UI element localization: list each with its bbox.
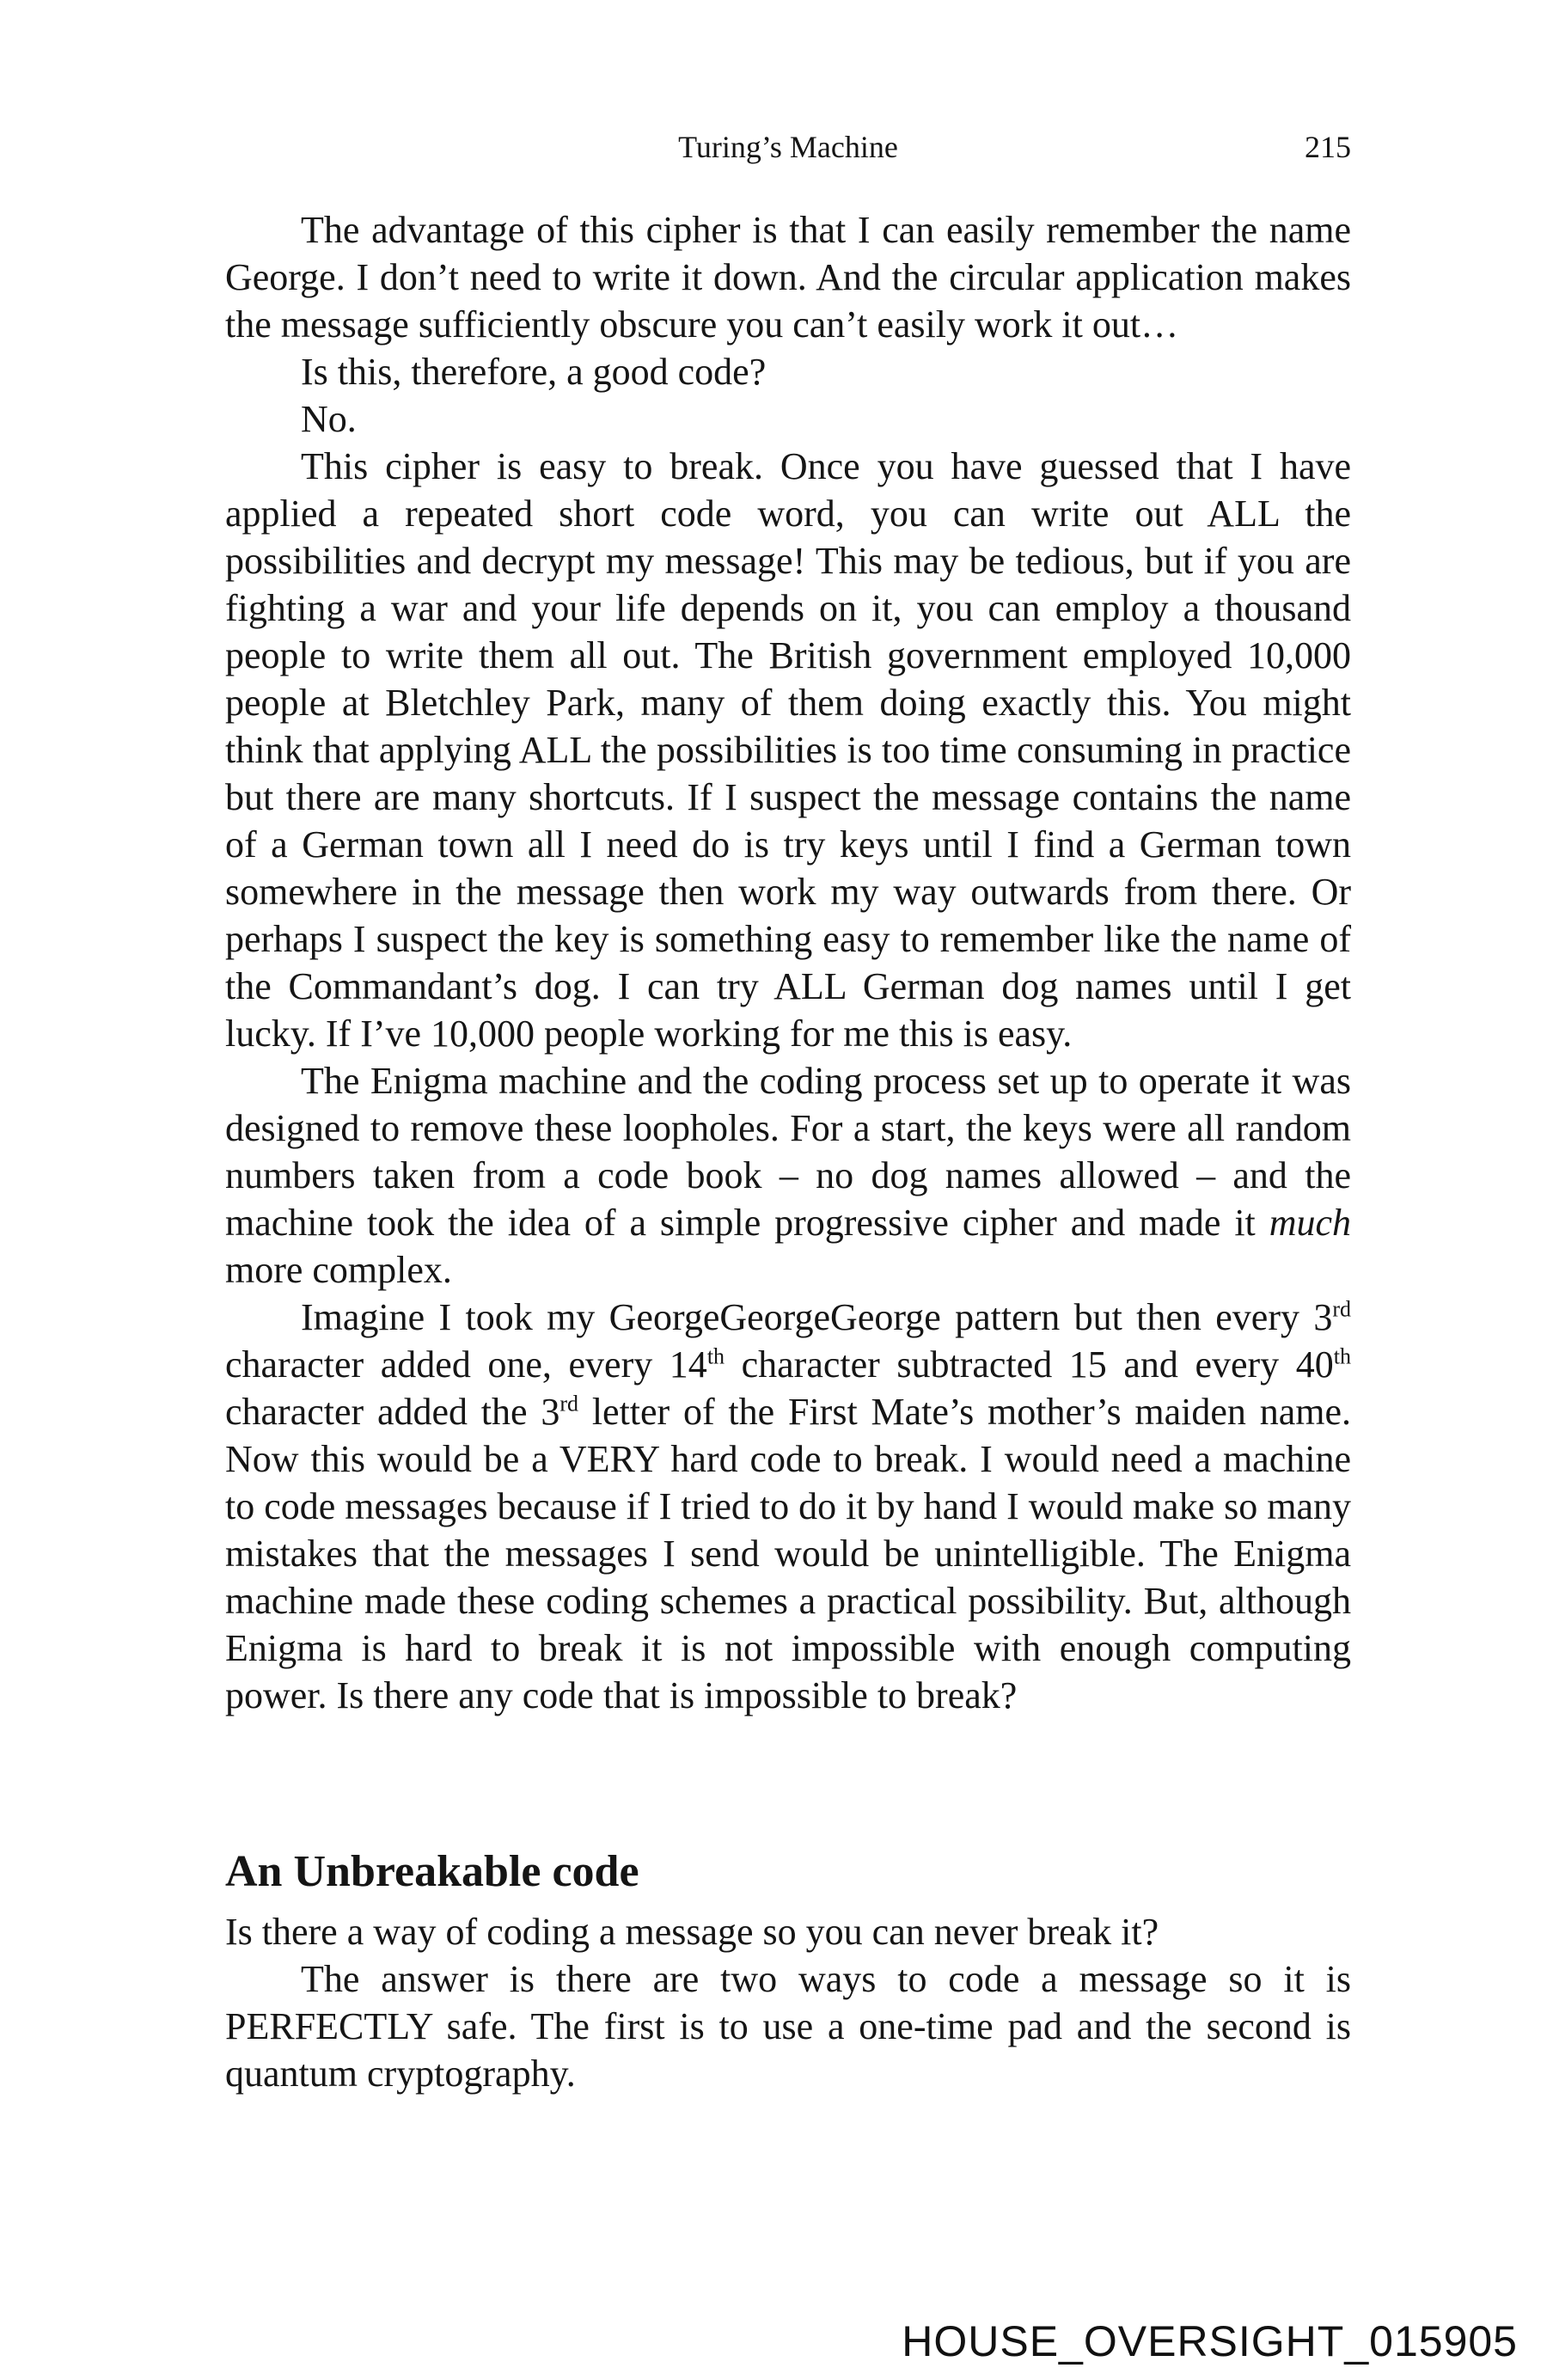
paragraph (225, 206, 1351, 348)
text-run: more complex. (225, 1249, 452, 1291)
watermark: HOUSE_OVERSIGHT_015905 (902, 2317, 1518, 2365)
text-run: The answer is there are two ways to code a message so it is PERFECTLY safe. The first is to use a one-time pad and the second is quantum cryptography. (225, 1958, 1351, 2095)
body-text (225, 206, 1351, 2097)
superscript-text: th (706, 1343, 725, 1369)
paragraph (225, 348, 1351, 395)
text-run: No. (301, 398, 357, 440)
paragraph (225, 1294, 1351, 1719)
paragraph (225, 1057, 1351, 1294)
paragraph (225, 1908, 1351, 1955)
superscript-text: th (1333, 1343, 1351, 1369)
text-run: character subtracted 15 and every 40 (725, 1343, 1334, 1386)
text-run: Is this, therefore, a good code? (301, 351, 767, 393)
text-run: The advantage of this cipher is that I can easily remember the name George. I don’t need to write it down. And the circular application makes the message sufficiently obscure you can’t easily work it out… (225, 209, 1351, 346)
superscript-text: rd (559, 1391, 579, 1416)
text-column (225, 127, 1351, 2097)
page-number: 215 (1305, 130, 1351, 164)
text-run: Is there a way of coding a message so you can never break it? (225, 1911, 1159, 1953)
text-run: character added one, every 14 (225, 1343, 707, 1386)
text-run: letter of the First Mate’s mother’s maiden name. Now this would be a VERY hard code to break. I would need a machine to code messages because if I tried to do it by hand I would make so many mistakes that the messages I send would be unintelligible. The Enigma machine made these coding schemes a practical possibility. But, although Enigma is hard to break it is not impossible with enough computing power. Is there any code that is impossible to break? (225, 1391, 1351, 1716)
section-heading: An Unbreakable code (225, 1847, 639, 1896)
paragraph (225, 1955, 1351, 2097)
text-run: character added the 3 (225, 1391, 560, 1433)
paragraph (225, 395, 1351, 443)
superscript-text: rd (1332, 1296, 1351, 1322)
paragraph (225, 443, 1351, 1057)
text-run: Imagine I took my GeorgeGeorgeGeorge pattern but then every 3 (301, 1296, 1333, 1338)
text-run: The Enigma machine and the coding process set up to operate it was designed to remove these loopholes. For a start, the keys were all random numbers taken from a code book – no dog names allowed – and the machine took the idea of a simple progressive cipher and made it (225, 1060, 1351, 1244)
italic-text: much (1269, 1202, 1351, 1244)
running-header (225, 127, 1351, 167)
running-header-title: Turing’s Machine (678, 130, 898, 164)
text-run: This cipher is easy to break. Once you have guessed that I have applied a repeated short code word, you can write out ALL the possibilities and decrypt my message! This may be tedious, but if you are fighting a war and your life depends on it, you can employ a thousand people to write them all out. The British government employed 10,000 people at Bletchley Park, many of them doing exactly this. You might think that applying ALL the possibilities is too time consuming in practice but there are many shortcuts. If I suspect the message contains the name of a German town all I need do is try keys until I find a German town somewhere in the message then work my way outwards from there. Or perhaps I suspect the key is something easy to remember like the name of the Commandant’s dog. I can try ALL German dog names until I get lucky. If I’ve 10,000 people working for me this is easy. (225, 445, 1351, 1055)
